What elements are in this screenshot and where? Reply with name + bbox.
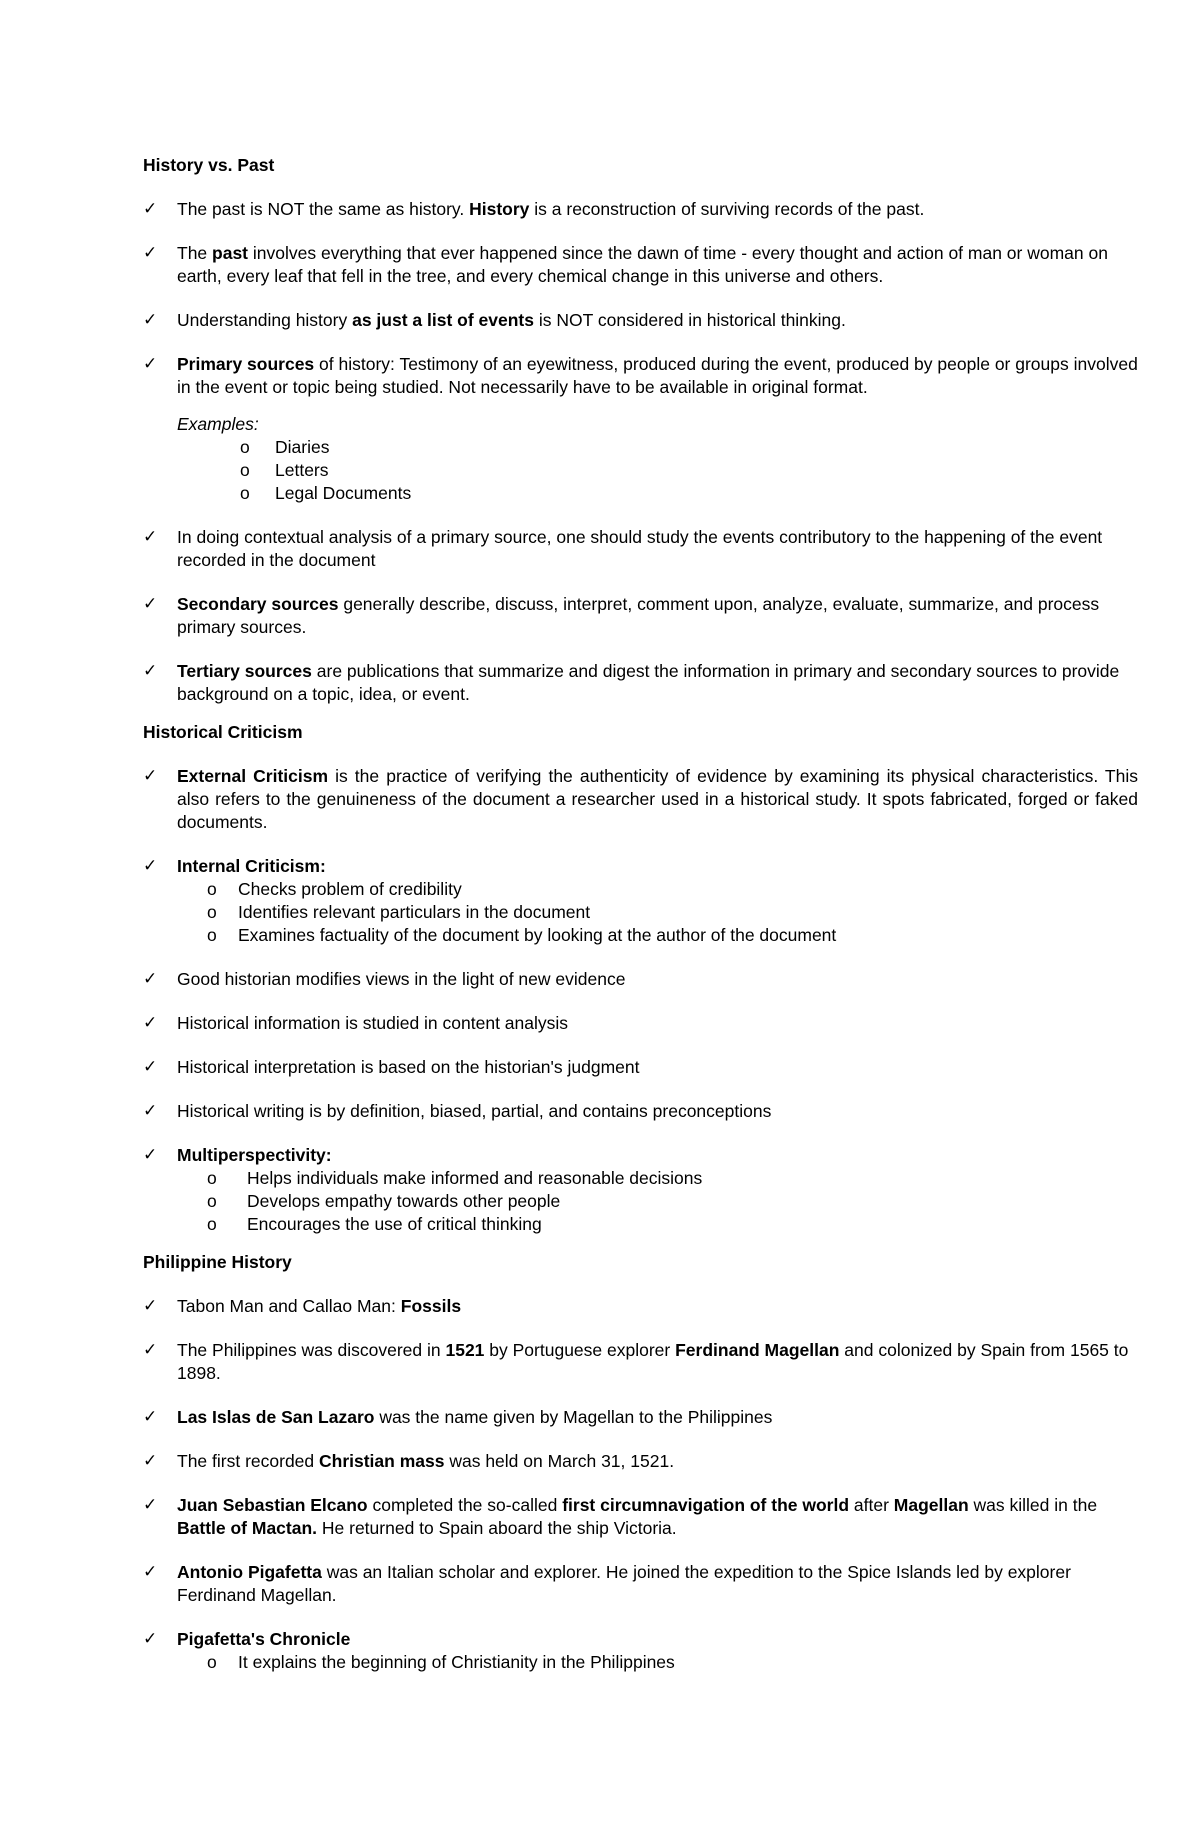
- list-item: ✓ Historical interpretation is based on the historian's judgment: [143, 1057, 640, 1077]
- checkmark-icon: ✓: [143, 1451, 158, 1471]
- section-heading-history-vs-past: History vs. Past: [143, 155, 275, 175]
- list-item: ✓ The first recorded Christian mass was held on March 31, 1521.: [143, 1451, 675, 1471]
- sub-list-item: o Letters: [240, 460, 329, 480]
- sub-list-item: o Helps individuals make informed and reasonable decisions: [207, 1168, 703, 1188]
- list-item: ✓ Tertiary sources are publications that summarize and digest the information in primary and secondary sources to provide background on a topic, idea, or event.: [143, 661, 1120, 704]
- bullet-icon: o: [240, 483, 250, 503]
- checkmark-icon: ✓: [143, 1145, 158, 1165]
- bullet-icon: o: [240, 437, 250, 457]
- bullet-icon: o: [207, 1214, 217, 1234]
- list-item: ✓ Secondary sources generally describe, discuss, interpret, comment upon, analyze, evaluate, summarize, and process primary sources.: [143, 594, 1100, 637]
- list-item: ✓ Tabon Man and Callao Man: Fossils: [143, 1296, 462, 1316]
- checkmark-icon: ✓: [143, 856, 158, 876]
- checkmark-icon: ✓: [143, 1057, 158, 1077]
- list-item: ✓ Juan Sebastian Elcano completed the so-called first circumnavigation of the world after Magellan was killed in the Battle of Mactan. He returned to Spain aboard the ship Victoria.: [143, 1495, 1098, 1538]
- checkmark-icon: ✓: [143, 1562, 158, 1582]
- bullet-icon: o: [207, 902, 217, 922]
- list-item: ✓ Pigafetta's Chronicle o It explains the beginning of Christianity in the Philippines: [143, 1628, 1138, 1674]
- checkmark-icon: ✓: [143, 354, 158, 374]
- checkmark-icon: ✓: [143, 243, 158, 263]
- sub-list-item: o It explains the beginning of Christianity in the Philippines: [207, 1652, 675, 1672]
- list-item: ✓ Antonio Pigafetta was an Italian scholar and explorer. He joined the expedition to the Spice Islands led by explorer Ferdinand Magellan.: [143, 1562, 1071, 1605]
- list-item: ✓ Historical information is studied in content analysis: [143, 1013, 569, 1033]
- list-item: ✓ The past is NOT the same as history. History is a reconstruction of surviving records of the past.: [143, 199, 925, 219]
- list-item: ✓ Las Islas de San Lazaro was the name given by Magellan to the Philippines: [143, 1407, 773, 1427]
- sub-list-item: o Identifies relevant particulars in the document: [207, 902, 591, 922]
- list-item: ✓ Understanding history as just a list of events is NOT considered in historical thinking.: [143, 310, 846, 330]
- list-item: ✓ Historical writing is by definition, biased, partial, and contains preconceptions: [143, 1101, 772, 1121]
- checkmark-icon: ✓: [143, 199, 158, 219]
- document-page: [143, 154, 1138, 1695]
- bullet-icon: o: [207, 925, 217, 945]
- checkmark-icon: ✓: [143, 1013, 158, 1033]
- list-item: ✓ In doing contextual analysis of a primary source, one should study the events contributory to the happening of the event recorded in the document: [143, 527, 1103, 570]
- bullet-icon: o: [207, 1652, 217, 1672]
- checkmark-icon: ✓: [143, 1629, 158, 1649]
- examples-block: [177, 413, 1138, 505]
- checkmark-icon: ✓: [143, 1340, 158, 1360]
- checkmark-icon: ✓: [143, 969, 158, 989]
- checkmark-icon: ✓: [143, 1407, 158, 1427]
- sub-list-item: o Examines factuality of the document by looking at the author of the document: [207, 925, 837, 945]
- bullet-icon: o: [207, 879, 217, 899]
- sub-list-item: o Diaries: [240, 437, 330, 457]
- sub-list-item: o Checks problem of credibility: [207, 879, 462, 899]
- sub-list-item: o Legal Documents: [240, 483, 412, 503]
- list-item: ✓ Good historian modifies views in the light of new evidence: [143, 969, 626, 989]
- checkmark-icon: ✓: [143, 766, 158, 786]
- section-heading-historical-criticism: Historical Criticism: [143, 722, 303, 742]
- sub-list: [207, 1651, 1138, 1674]
- list-item: ✓ Multiperspectivity: o Helps individuals make informed and reasonable decisions o Develops empathy towards other people o Encourages the use of critical thinking: [143, 1144, 1138, 1236]
- list-item: ✓ The Philippines was discovered in 1521 by Portuguese explorer Ferdinand Magellan and colonized by Spain from 1565 to 1898.: [143, 1340, 1129, 1383]
- section-heading-philippine-history: Philippine History: [143, 1252, 292, 1272]
- checkmark-icon: ✓: [143, 527, 158, 547]
- sub-list-item: o Encourages the use of critical thinking: [207, 1214, 542, 1234]
- bullet-icon: o: [240, 460, 250, 480]
- bullet-icon: o: [207, 1191, 217, 1211]
- list-item: ✓ The past involves everything that ever happened since the dawn of time - every thought and action of man or woman on earth, every leaf that fell in the tree, and every chemical change in this universe and others.: [143, 243, 1108, 286]
- checkmark-icon: ✓: [143, 1296, 158, 1316]
- checkmark-icon: ✓: [143, 594, 158, 614]
- examples-label: Examples:: [177, 414, 259, 434]
- examples-list: [240, 436, 1138, 505]
- sub-list: [207, 878, 1138, 947]
- checkmark-icon: ✓: [143, 1495, 158, 1515]
- list-item: ✓ Primary sources of history: Testimony of an eyewitness, produced during the event, produced by people or groups involved in the event or topic being studied. Not necessarily have to be available in original format. Examples: o Diaries o Letters o Legal Documents: [143, 354, 1138, 503]
- list-item: ✓ External Criticism is the practice of verifying the authenticity of evidence by examining its physical characteristics. This also refers to the genuineness of the document a researcher used in a historical study. It spots fabricated, forged or faked documents.: [143, 766, 1138, 832]
- list-item: ✓ Internal Criticism: o Checks problem of credibility o Identifies relevant particulars in the document o Examines factuality of the document by looking at the author of the document: [143, 855, 1138, 947]
- sub-list: [207, 1167, 1138, 1236]
- checkmark-icon: ✓: [143, 661, 158, 681]
- sub-list-item: o Develops empathy towards other people: [207, 1191, 561, 1211]
- checkmark-icon: ✓: [143, 310, 158, 330]
- bullet-icon: o: [207, 1168, 217, 1188]
- checkmark-icon: ✓: [143, 1101, 158, 1121]
